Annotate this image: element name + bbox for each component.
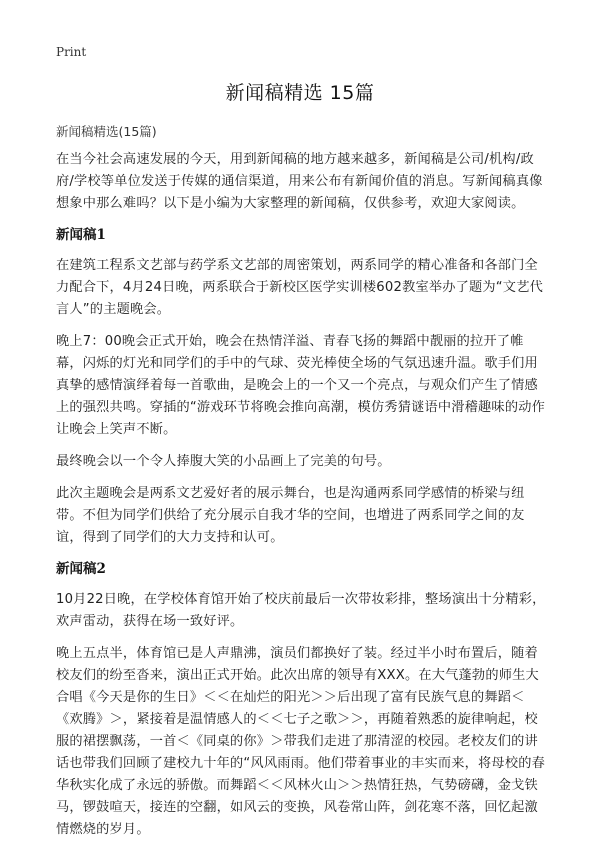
section-paragraph: 最终晚会以一个令人捧腹大笑的小品画上了完美的句号。 <box>56 454 391 469</box>
section-paragraph: 10月22日晚，在学校体育馆开始了校庆前最后一次带妆彩排，整场演出十分精彩，欢声雷动，获得在场一致好评。 <box>56 592 546 629</box>
intro-paragraph: 在当今社会高速发展的今天，用到新闻稿的地方越来越多，新闻稿是公司/机构/政府/学校等单位发送于传媒的通信渠道，用来公布有新闻价值的消息。写新闻稿真像想象中那么难吗？以下是小编为大家整理的新闻稿，仅供参考，欢迎大家阅读。 <box>56 152 543 211</box>
section-paragraph: 在建筑工程系文艺部与药学系文艺部的周密策划，两系同学的精心准备和各部门全力配合下，4月24日晚，两系联合于新校区医学实训楼602教室举办了题为“文艺代言人”的主题晚会。 <box>56 258 543 317</box>
page-subtitle: 新闻稿精选(15篇) <box>56 124 157 139</box>
print-label[interactable]: Print <box>56 45 87 59</box>
article-body <box>56 149 550 851</box>
section-heading: 新闻稿2 <box>56 561 106 577</box>
section-paragraph: 晚上7：00晚会正式开始，晚会在热情洋溢、青春飞扬的舞蹈中靓丽的拉开了帷幕，闪烁的灯光和同学们的手中的气球、荧光棒使全场的气氛迅速升温。歌手们用真挚的感情演绎着每一首歌曲，是晚会上的一个又一个亮点，与观众们产生了情感上的强烈共鸣。穿插的“游戏环节将晚会推向高潮，模仿秀猜谜语中滑稽趣味的动作让晚会上笑声不断。 <box>56 334 545 437</box>
section-paragraph: 晚上五点半，体育馆已是人声鼎沸，演员们都换好了装。经过半小时布置后，随着校友们的纷至沓来，演出正式开始。此次出席的领导有XXX。在大气蓬勃的师生大合唱《今天是你的生日》＜＜在灿烂的阳光＞＞后出现了富有民族气息的舞蹈＜《欢腾》＞，紧接着是温情感人的＜＜七子之歌＞＞，再随着熟悉的旋律响起，校服的裙摆飘荡，一首＜《同桌的你》＞带我们走进了那清涩的校园。老校友们的讲话也带我们回顾了建校九十年的“风风雨雨。他们带着事业的丰实而来，将母校的春华秋实化成了永远的骄傲。而舞蹈＜＜风林火山＞＞热情狂热，气势磅礴，金戈铁马，锣鼓喧天，接连的空翻，如风云的变换，风卷常山阵，剑花寒不落，回忆起激情燃烧的岁月。 <box>56 646 545 837</box>
section-paragraph: 此次主题晚会是两系文艺爱好者的展示舞台，也是沟通两系同学感情的桥梁与纽带。不但为同学们供给了充分展示自我才华的空间，也增进了两系同学之间的友谊，得到了同学们的大力支持和认可。 <box>56 486 525 545</box>
page-title: 新闻稿精选 15篇 <box>225 82 375 104</box>
section-heading: 新闻稿1 <box>56 227 106 243</box>
